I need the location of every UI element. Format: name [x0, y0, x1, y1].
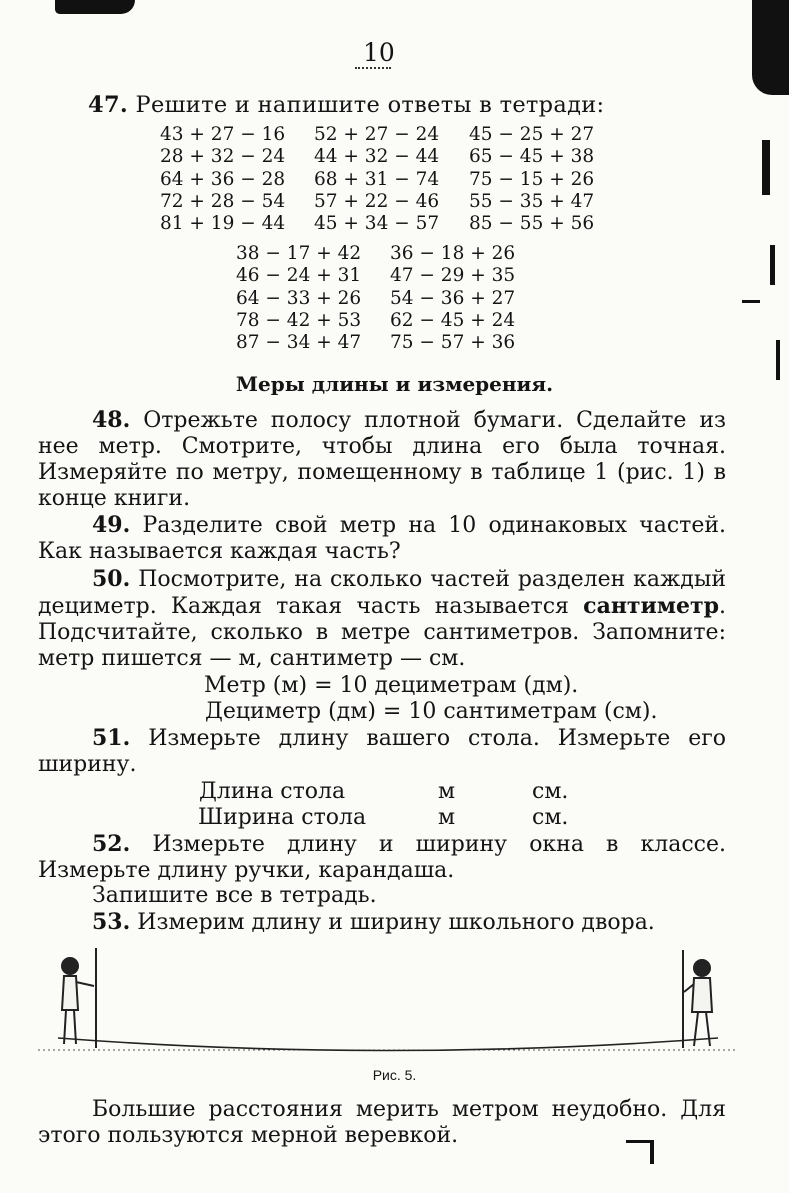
page-number: 10	[363, 38, 395, 67]
expression: 64 − 33 + 26	[236, 287, 362, 309]
figure-measuring-rope	[38, 938, 738, 1063]
expression: 52 + 27 − 24	[314, 124, 440, 145]
expression: 78 − 42 + 53	[236, 309, 362, 331]
ex51-number: 51.	[92, 725, 131, 751]
ex50-text-before: Посмотрите, на сколько частей разделен каждый дециметр. Каждая такая часть называется	[38, 567, 726, 619]
section-title: Меры длины и измерения.	[235, 372, 554, 396]
ex50-text-after: . Подсчитайте, сколько в метре сантиметров. Запомните: метр пишется — м, сантиметр — см.	[38, 594, 726, 671]
ex51-text: Измерьте длину вашего стола. Измерьте его ширину.	[38, 726, 726, 777]
ex53-text: Измерим длину и ширину школьного двора.	[137, 910, 655, 935]
expression: 62 − 45 + 24	[390, 309, 516, 331]
ex50-equation-decimeter: Дециметр (дм) = 10 сантиметрам (см).	[205, 699, 658, 724]
expression: 87 − 34 + 47	[236, 332, 362, 354]
expression: 72 + 28 − 54	[160, 190, 286, 212]
ex52-paragraph	[38, 831, 726, 884]
ex53-number: 53.	[92, 909, 131, 935]
ex51-row-length-label: Длина стола	[199, 779, 346, 804]
ex49-paragraph	[38, 512, 726, 565]
expression: 64 + 36 − 28	[160, 168, 286, 190]
right-child-figure	[684, 960, 712, 1046]
ex47-column-1	[160, 124, 285, 235]
measuring-rope	[58, 1038, 718, 1051]
left-child-figure	[62, 958, 94, 1044]
ex49-text: Разделите свой метр на 10 одинаковых частей. Как называется каждая часть?	[38, 513, 726, 564]
expression: 28 + 32 − 24	[160, 146, 286, 168]
expression: 43 + 27 − 16	[160, 124, 286, 145]
ex50-number: 50.	[92, 566, 131, 592]
expression: 81 + 19 − 44	[160, 213, 286, 235]
ex50-equation-meter: Метр (м) = 10 дециметрам (дм).	[204, 673, 579, 698]
expression: 68 + 31 − 74	[314, 168, 440, 190]
expression: 55 − 35 + 47	[469, 190, 595, 212]
ex51-row-length-unit-m: м	[438, 779, 456, 804]
ex47-column-3	[469, 124, 594, 235]
expression: 36 − 18 + 26	[390, 243, 516, 264]
expression: 75 − 15 + 26	[469, 168, 595, 190]
ex47-column-2	[314, 124, 439, 235]
page-number-underline	[355, 67, 391, 69]
scan-artifact-right-mark	[742, 300, 760, 303]
ex47-instruction: Решите и напишите ответы в тетради:	[135, 92, 605, 118]
ex52-text: Измерьте длину и ширину окна в классе. Измерьте длину ручки, карандаша.	[38, 832, 727, 883]
expression: 45 − 25 + 27	[469, 124, 595, 145]
ex47-column-4	[236, 243, 361, 354]
expression: 44 + 32 − 44	[314, 146, 440, 168]
ex48-number: 48.	[92, 407, 131, 433]
ex47-heading	[88, 92, 604, 118]
ex50-bold-term: сантиметр	[583, 593, 719, 619]
figure-caption: Рис. 5.	[372, 1067, 417, 1083]
ex48-text: Отрежьте полосу плотной бумаги. Сделайте из нее метр. Смотрите, чтобы длина его была точная. Измеряйте по метру, помещенному в таблице 1 (рис. 1) в конце книги.	[38, 408, 727, 511]
ex52-note: Запишите все в тетрадь.	[92, 883, 377, 908]
ex49-number: 49.	[92, 512, 131, 538]
expression: 46 − 24 + 31	[236, 265, 362, 287]
expression: 38 − 17 + 42	[236, 243, 362, 264]
expression: 65 − 45 + 38	[469, 146, 595, 168]
ex48-paragraph	[38, 407, 726, 512]
ex52-number: 52.	[92, 831, 131, 857]
scan-artifact-right-mark	[762, 140, 770, 195]
expression: 85 − 55 + 56	[469, 213, 595, 235]
ex53-paragraph	[38, 909, 726, 936]
expression: 54 − 36 + 27	[390, 287, 516, 309]
closing-paragraph: Большие расстояния мерить метром неудобно. Для этого пользуются мерной веревкой.	[38, 1097, 726, 1148]
scan-artifact-right-mark	[770, 245, 775, 285]
scan-artifact-right-edge	[752, 0, 789, 95]
expression: 47 − 29 + 35	[390, 265, 516, 287]
ex51-row-length-unit-cm: см.	[532, 779, 569, 804]
expression: 75 − 57 + 36	[390, 332, 516, 354]
ex47-number: 47.	[88, 92, 129, 118]
ex51-row-width-unit-m: м	[438, 805, 456, 830]
ex51-paragraph	[38, 725, 726, 778]
ex50-paragraph	[38, 566, 726, 672]
ex47-column-5	[390, 243, 515, 354]
scan-artifact-bottom-mark	[650, 1142, 654, 1164]
expression: 45 + 34 − 57	[314, 213, 440, 235]
expression: 57 + 22 − 46	[314, 190, 440, 212]
ex51-row-width-unit-cm: см.	[532, 805, 569, 830]
ex51-row-width-label: Ширина стола	[198, 805, 367, 830]
scan-artifact-top	[55, 0, 135, 14]
